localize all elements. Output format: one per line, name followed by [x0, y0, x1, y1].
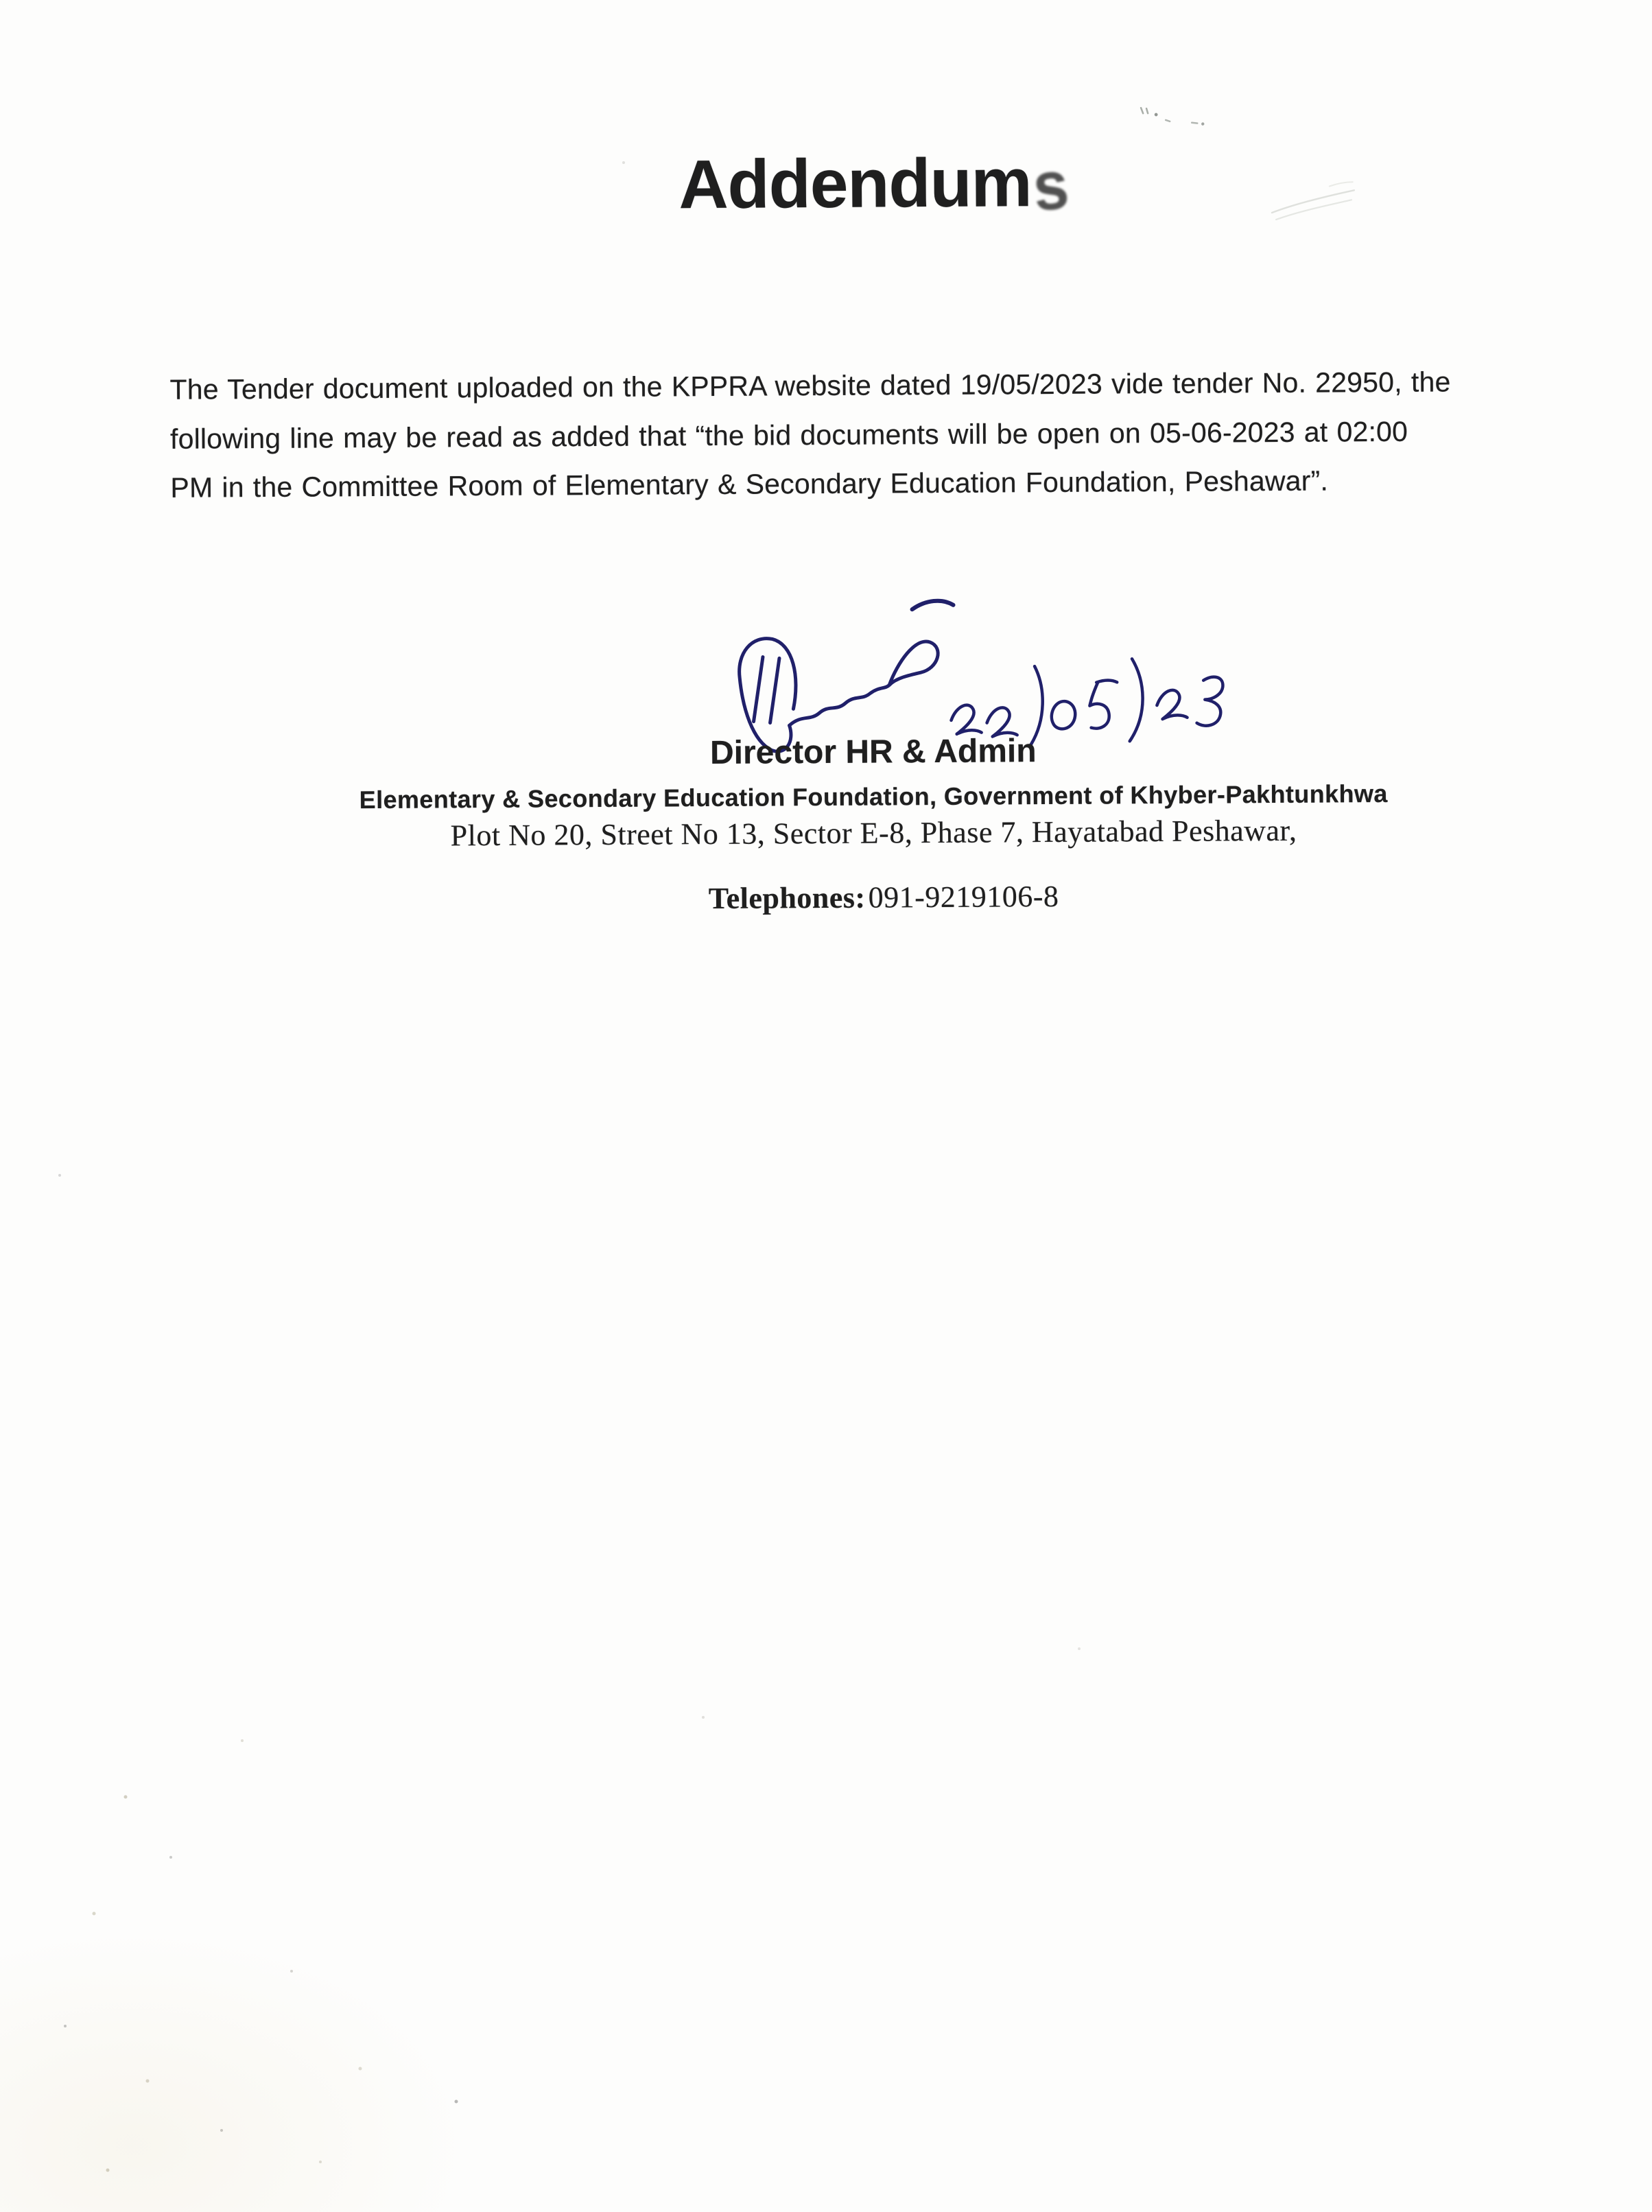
paragraph-line-3: PM in the Committee Room of Elementary & Secondary Education Foundation, Peshawar”.	[170, 464, 1329, 504]
signatory-role: Director HR & Admin	[709, 733, 1037, 772]
telephone-number: 091-9219106-8	[868, 879, 1059, 915]
telephone-label: Telephones:	[708, 880, 866, 916]
organization-name: Elementary & Secondary Education Foundation, Government of Khyber-Pakhtunkhwa	[359, 779, 1388, 814]
page-title	[47, 144, 1652, 226]
scan-noise-speckles	[0, 0, 1, 1]
page-title-smudged-letter: s	[1029, 145, 1072, 226]
scan-smudge-marks	[1126, 99, 1236, 148]
paragraph-line-2: following line may be read as added that “the bid documents will be open on 05-06-2023 at 02:00	[169, 415, 1408, 455]
page-title-text: Addendum	[678, 144, 1032, 224]
telephone-line	[58, 875, 1652, 921]
organization-address: Plot No 20, Street No 13, Sector E-8, Phase 7, Hayatabad Peshawar,	[450, 813, 1297, 853]
tender-addendum-paragraph	[169, 357, 1583, 513]
paragraph-line-1: The Tender document uploaded on the KPPRA website dated 19/05/2023 vide tender No. 22950, the	[169, 366, 1451, 405]
